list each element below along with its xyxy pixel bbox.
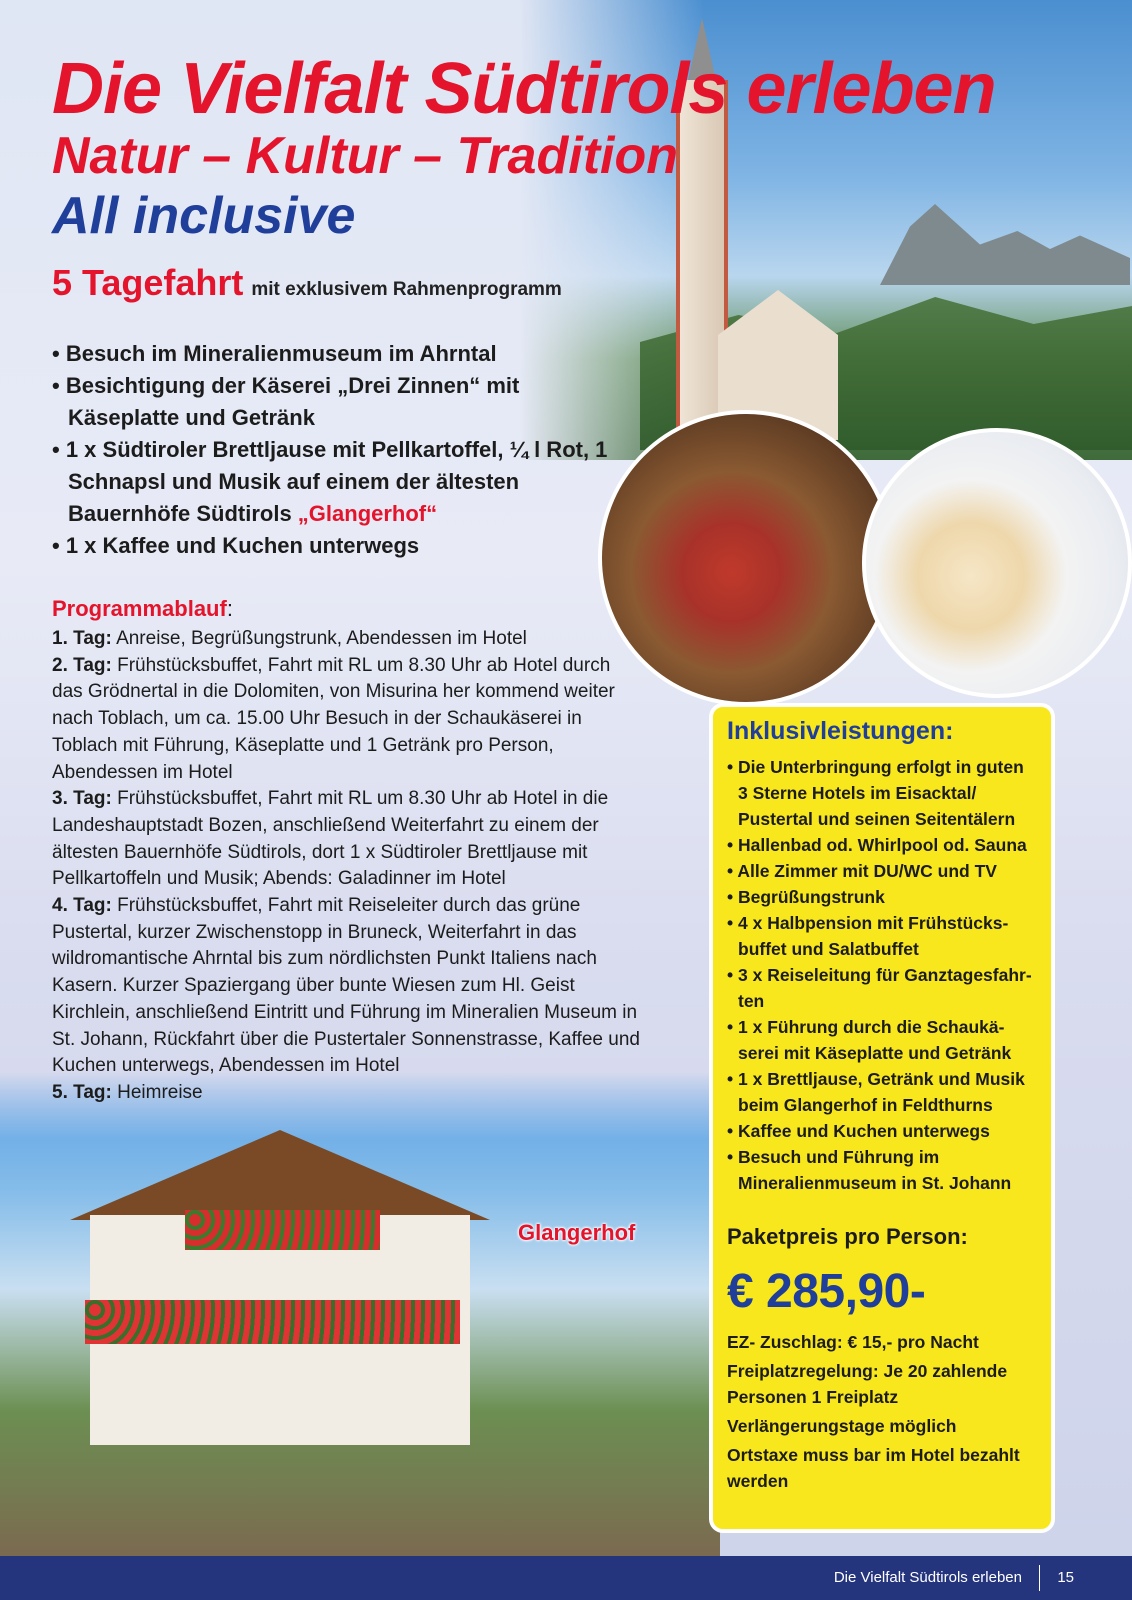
speck-platter-photo	[598, 410, 894, 706]
highlight-item: • 1 x Kaffee und Kuchen unterwegs	[52, 530, 612, 562]
inclusive-list	[727, 754, 1037, 1196]
inclusive-item: • Hallenbad od. Whirlpool od. Sauna	[727, 832, 1037, 858]
program-heading: Programmablauf:	[52, 596, 233, 621]
highlight-item: • Besichtigung der Käserei „Drei Zinnen“ mit Käseplatte und Getränk	[52, 370, 612, 434]
page-number: 15	[1057, 1569, 1074, 1586]
program-day: 2. Tag: Frühstücksbuffet, Fahrt mit RL um 8.30 Uhr ab Hotel durch das Grödnertal in die Dolomiten, von Misurina her kommend weiter nach Toblach, um ca. 15.00 Uhr Besuch in der Schaukäserei in Toblach mit Führung, Käseplatte und 1 Getränk pro Person, Abendessen im Hotel	[52, 654, 615, 783]
glangerhof-caption: Glangerhof	[518, 1220, 636, 1245]
inclusive-item: • Begrüßungstrunk	[727, 884, 1037, 910]
inclusive-item: • 4 x Halbpension mit Frühstücks-buffet und Salatbuffet	[727, 910, 1037, 962]
page-subtitle: Natur – Kultur – Tradition	[52, 127, 678, 185]
price-conditions	[727, 1329, 1037, 1494]
all-inclusive-label: All inclusive	[52, 187, 356, 245]
condition-item: Verlängerungstage möglich	[727, 1416, 957, 1436]
coffee-cake-photo	[862, 428, 1132, 698]
inclusive-item: • 1 x Brettljause, Getränk und Musik beim Glangerhof in Feldthurns	[727, 1066, 1037, 1118]
program-day: 5. Tag: Heimreise	[52, 1081, 203, 1103]
program-schedule	[52, 626, 642, 1107]
program-day: 4. Tag: Frühstücksbuffet, Fahrt mit Reiseleiter durch das grüne Pustertal, kurzer Zwischenstopp in Bruneck, Weiterfahrt in das wildromantische Ahrntal bis zum nördlichsten Punkt Italiens nach Kasern. Kurzer Spaziergang über bunte Wiesen zum Hl. Geist Kirchlein, anschließend Eintritt und Führung im Mineralien Museum in St. Johann, Rückfahrt über die Pustertaler Sonnenstrasse, Kaffee und Kuchen unterwegs, Abendessen im Hotel	[52, 895, 640, 1077]
flower-box-lower	[85, 1300, 460, 1344]
inclusive-services-box	[709, 703, 1055, 1533]
condition-item: EZ- Zuschlag: € 15,- pro Nacht	[727, 1332, 979, 1352]
program-day: 1. Tag: Anreise, Begrüßungstrunk, Abendessen im Hotel	[52, 628, 527, 649]
inclusive-item: • Kaffee und Kuchen unterwegs	[727, 1118, 1037, 1144]
footer-title: Die Vielfalt Südtirols erleben	[833, 1569, 1022, 1586]
inclusive-item: • Die Unterbringung erfolgt in guten 3 Sterne Hotels im Eisacktal/ Pustertal und seinen Seitentälern	[727, 754, 1037, 832]
trip-label: 5 Tagefahrt	[52, 262, 244, 303]
program-day: 3. Tag: Frühstücksbuffet, Fahrt mit RL um 8.30 Uhr ab Hotel in die Landeshauptstadt Bozen, anschließend Weiterfahrt zu einem der ältesten Bauernhöfe Südtirols, dort 1 x Südtiroler Brettljause mit Pellkartoffeln und Musik; Abends: Galadinner im Hotel	[52, 788, 609, 890]
trip-note: mit exklusivem Rahmenprogramm	[251, 279, 562, 300]
inclusive-heading: Inklusivleistungen:	[727, 717, 954, 745]
inclusive-item: • 3 x Reiseleitung für Ganztagesfahr-ten	[727, 962, 1037, 1014]
condition-item: Freiplatzregelung: Je 20 zahlende Personen 1 Freiplatz	[727, 1361, 1008, 1407]
package-price: € 285,90-	[727, 1265, 926, 1318]
inclusive-item: • Besuch und Führung im Mineralienmuseum in St. Johann	[727, 1144, 1037, 1196]
condition-item: Ortstaxe muss bar im Hotel bezahlt werden	[727, 1445, 1020, 1491]
flower-box-upper	[185, 1210, 380, 1250]
glangerhof-highlight: „Glangerhof“	[297, 501, 438, 526]
page-footer	[0, 1556, 1132, 1600]
footer-divider	[1039, 1565, 1040, 1591]
inclusive-item: • Alle Zimmer mit DU/WC und TV	[727, 858, 1037, 884]
price-label: Paketpreis pro Person:	[727, 1224, 968, 1249]
highlights-list	[52, 338, 612, 562]
page-title: Die Vielfalt Südtirols erleben	[52, 49, 996, 129]
highlight-item: • 1 x Südtiroler Brettljause mit Pellkartoffel, ¼ l Rot, 1 Schnapsl und Musik auf einem der ältesten Bauernhöfe Südtirols „Glangerhof“	[52, 434, 612, 530]
highlight-item: • Besuch im Mineralienmuseum im Ahrntal	[52, 338, 612, 370]
inclusive-item: • 1 x Führung durch die Schaukä-serei mit Käseplatte und Getränk	[727, 1014, 1037, 1066]
trip-duration	[52, 262, 562, 304]
